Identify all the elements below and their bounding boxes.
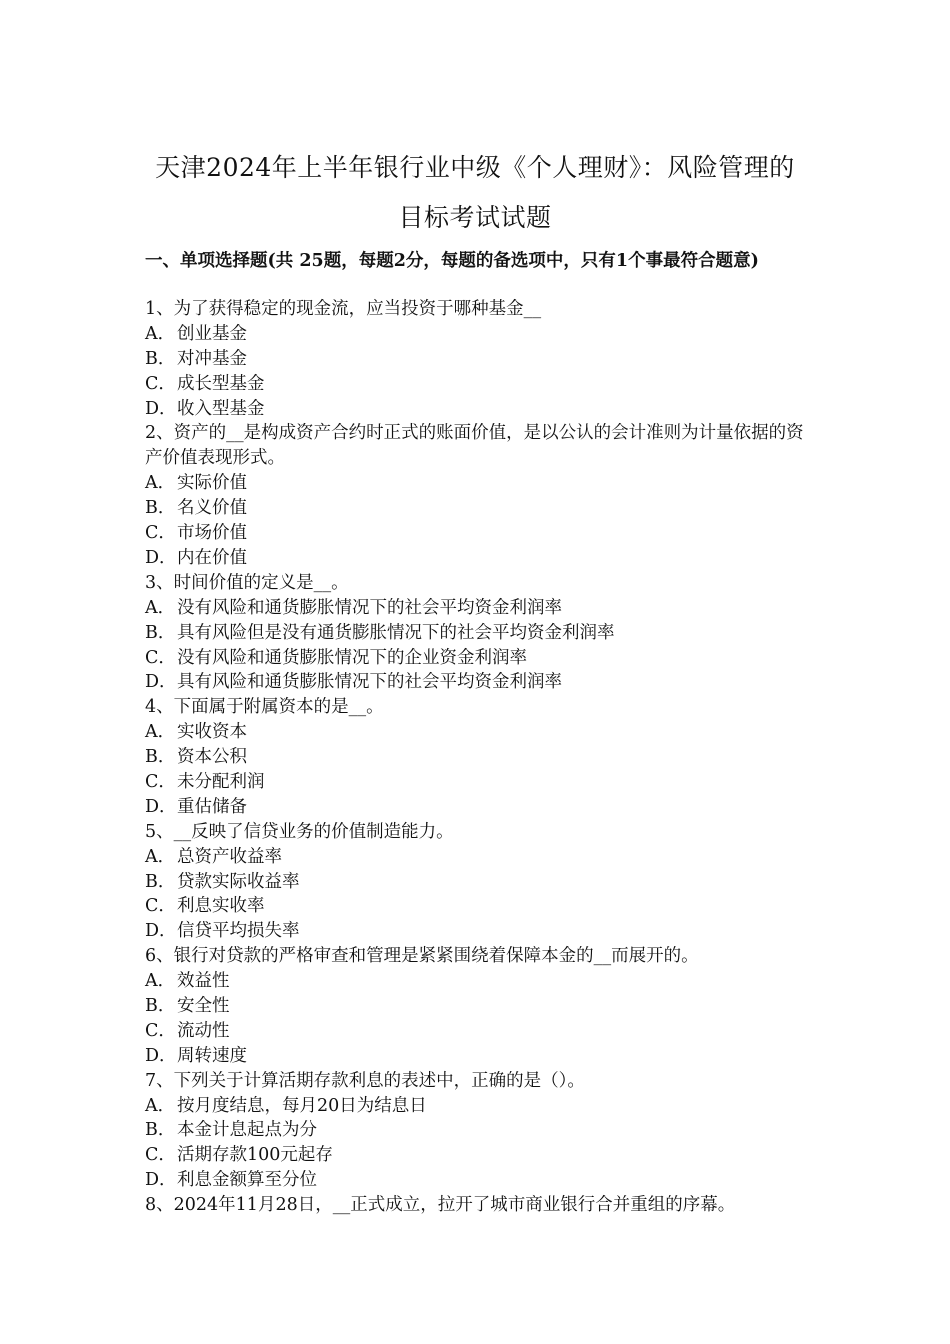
option-letter: C．	[145, 523, 176, 544]
answer-option	[145, 397, 815, 422]
option-text: 市场价值	[177, 523, 247, 544]
option-text: 总资产收益率	[177, 846, 282, 867]
option-text: 没有风险和通货膨胀情况下的社会平均资金利润率	[177, 597, 562, 618]
answer-option	[145, 770, 815, 795]
option-letter: C．	[145, 771, 176, 792]
answer-option	[145, 670, 815, 695]
question-stem: 8、2024年11月28日，__正式成立，拉开了城市商业银行合并重组的序幕。	[145, 1195, 736, 1216]
option-letter: C．	[145, 896, 176, 917]
answer-option	[145, 894, 815, 919]
option-letter: D．	[145, 672, 177, 693]
option-letter: A．	[145, 722, 176, 743]
answer-option	[145, 372, 815, 397]
option-letter: A．	[145, 323, 176, 344]
answer-option	[145, 347, 815, 372]
option-text: 对冲基金	[177, 348, 247, 369]
option-letter: A．	[145, 1095, 176, 1116]
answer-option	[145, 546, 815, 571]
answer-option	[145, 994, 815, 1019]
option-text: 信贷平均损失率	[177, 921, 300, 942]
option-text: 重估储备	[177, 796, 247, 817]
answer-option	[145, 795, 815, 820]
option-text: 名义价值	[177, 498, 247, 519]
option-letter: C．	[145, 647, 176, 668]
option-letter: D．	[145, 1170, 177, 1191]
option-text: 成长型基金	[177, 373, 265, 394]
option-letter: C．	[145, 373, 176, 394]
option-letter: B．	[145, 995, 176, 1016]
answer-option	[145, 720, 815, 745]
answer-option	[145, 322, 815, 347]
answer-option	[145, 745, 815, 770]
answer-option	[145, 646, 815, 671]
option-text: 贷款实际收益率	[177, 871, 300, 892]
document-title-line-1: 天津2024年上半年银行业中级《个人理财》：风险管理的	[155, 153, 795, 182]
option-text: 实际价值	[177, 473, 247, 494]
option-letter: D．	[145, 547, 177, 568]
option-letter: D．	[145, 921, 177, 942]
option-letter: D．	[145, 398, 177, 419]
option-letter: D．	[145, 796, 177, 817]
question-stem: 2、资产的__是构成资产合约时正式的账面价值，是以公认的会计准则为计量依据的资产价值表现形式。	[145, 423, 804, 469]
option-letter: D．	[145, 1045, 177, 1066]
option-text: 内在价值	[177, 547, 247, 568]
option-letter: C．	[145, 1020, 176, 1041]
option-text: 利息金额算至分位	[177, 1170, 317, 1191]
answer-option	[145, 845, 815, 870]
option-text: 周转速度	[177, 1045, 247, 1066]
answer-option	[145, 1143, 815, 1168]
question-stem: 7、下列关于计算活期存款利息的表述中，正确的是（）。	[145, 1070, 585, 1091]
answer-option	[145, 621, 815, 646]
option-text: 实收资本	[177, 722, 247, 743]
answer-option	[145, 1094, 815, 1119]
question-stem: 3、时间价值的定义是__。	[145, 572, 349, 593]
option-text: 收入型基金	[177, 398, 265, 419]
option-text: 资本公积	[177, 747, 247, 768]
answer-option	[145, 471, 815, 496]
answer-option	[145, 1168, 815, 1193]
answer-option	[145, 1019, 815, 1044]
option-text: 创业基金	[177, 323, 247, 344]
option-letter: B．	[145, 871, 176, 892]
option-text: 活期存款100元起存	[177, 1145, 333, 1166]
answer-option	[145, 870, 815, 895]
document-title-line-2: 目标考试试题	[398, 203, 552, 232]
option-text: 本金计息起点为分	[177, 1120, 317, 1141]
option-letter: C．	[145, 1145, 176, 1166]
option-letter: B．	[145, 747, 176, 768]
option-text: 未分配利润	[177, 771, 265, 792]
answer-option	[145, 919, 815, 944]
option-text: 安全性	[177, 995, 230, 1016]
answer-option	[145, 521, 815, 546]
option-letter: B．	[145, 498, 176, 519]
option-text: 按月度结息，每月20日为结息日	[177, 1095, 427, 1116]
option-letter: A．	[145, 597, 176, 618]
question-stem: 1、为了获得稳定的现金流，应当投资于哪种基金__	[145, 299, 542, 319]
option-text: 流动性	[177, 1020, 230, 1041]
answer-option	[145, 1118, 815, 1143]
answer-option	[145, 596, 815, 621]
option-text: 效益性	[177, 971, 230, 992]
answer-option	[145, 1044, 815, 1069]
option-letter: B．	[145, 1120, 176, 1141]
option-letter: A．	[145, 846, 176, 867]
option-letter: B．	[145, 622, 176, 643]
question-list	[145, 297, 815, 1218]
option-letter: A．	[145, 473, 176, 494]
option-letter: B．	[145, 348, 176, 369]
option-text: 利息实收率	[177, 896, 265, 917]
question-stem: 5、__反映了信贷业务的价值制造能力。	[145, 821, 454, 842]
option-letter: A．	[145, 971, 176, 992]
option-text: 具有风险但是没有通货膨胀情况下的社会平均资金利润率	[177, 622, 615, 643]
answer-option	[145, 969, 815, 994]
option-text: 具有风险和通货膨胀情况下的社会平均资金利润率	[177, 672, 562, 693]
option-text: 没有风险和通货膨胀情况下的企业资金利润率	[177, 647, 527, 668]
answer-option	[145, 496, 815, 521]
section-heading: 一、单项选择题(共 25题，每题2分，每题的备选项中，只有1个事最符合题意)	[145, 251, 759, 271]
question-stem: 6、银行对贷款的严格审查和管理是紧紧围绕着保障本金的__而展开的。	[145, 946, 699, 967]
question-stem: 4、下面属于附属资本的是__。	[145, 697, 384, 718]
